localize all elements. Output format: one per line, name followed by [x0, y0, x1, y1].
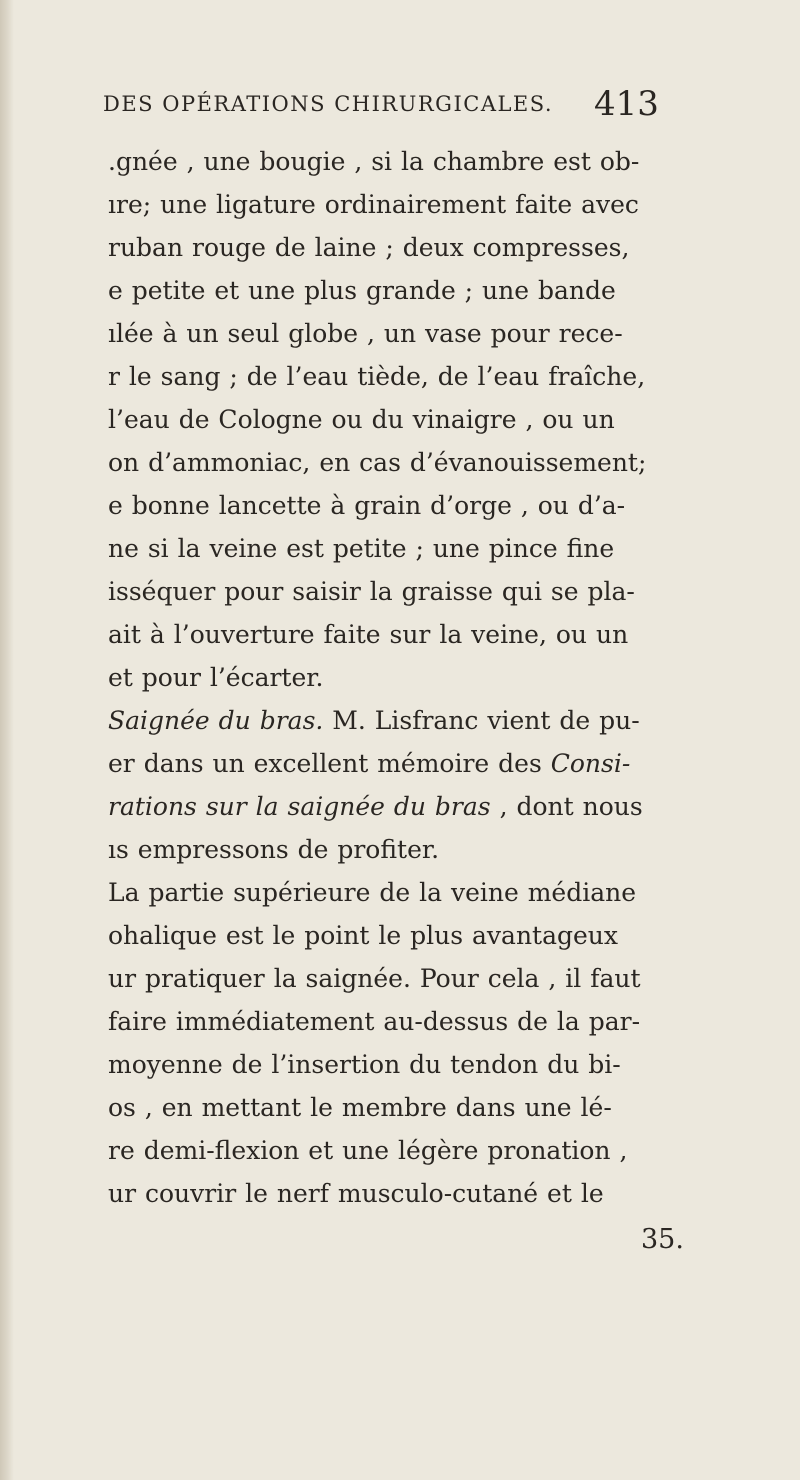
page-number: 413 — [594, 84, 659, 124]
text-line: re demi-flexion et une légère pronation , — [108, 1136, 628, 1165]
page-gutter-shadow — [0, 0, 14, 1480]
text-italic: Consi- — [550, 749, 631, 778]
text-line-mixed — [108, 785, 748, 828]
text-line: ait à l’ouverture faite sur la veine, ou un — [108, 620, 629, 649]
text-line: ne si la veine est petite ; une pince fine — [108, 534, 615, 563]
text-line: on d’ammoniac, en cas d’évanouissement; — [108, 448, 647, 477]
text-line: La partie supérieure de la veine médiane — [108, 878, 637, 907]
text-roman: er dans un excellent mémoire des — [108, 749, 551, 778]
running-title: DES OPÉRATIONS CHIRURGICALES. — [103, 92, 554, 116]
text-line: e bonne lancette à grain d’orge , ou d’a- — [108, 491, 626, 520]
text-line: ruban rouge de laine ; deux compresses, — [108, 233, 630, 262]
text-line-mixed — [108, 742, 748, 785]
running-head — [0, 84, 800, 132]
text-line: l’eau de Cologne ou du vinaigre , ou un — [108, 405, 615, 434]
section-heading-line — [108, 699, 748, 742]
text-line: os , en mettant le membre dans une lé- — [108, 1093, 612, 1122]
text-line: ohalique est le point le plus avantageux — [108, 921, 618, 950]
text-line: moyenne de l’insertion du tendon du bi- — [108, 1050, 621, 1079]
catchword: 35. — [641, 1224, 684, 1255]
text-line: isséquer pour saisir la graisse qui se pla- — [108, 577, 635, 606]
text-italic: rations sur la saignée du bras — [108, 792, 491, 821]
section-heading-italic: Saignée du bras. — [108, 706, 324, 735]
text-line: .gnée , une bougie , si la chambre est ob- — [108, 147, 640, 176]
body-text — [108, 140, 748, 1215]
text-line: e petite et une plus grande ; une bande — [108, 276, 616, 305]
text-line: et pour l’écarter. — [108, 663, 324, 692]
text-roman: , dont nous — [490, 792, 643, 821]
text-line: faire immédiatement au-dessus de la par- — [108, 1007, 641, 1036]
text-line: ur couvrir le nerf musculo-cutané et le — [108, 1179, 604, 1208]
text-line: r le sang ; de l’eau tiède, de l’eau fraîche, — [108, 362, 646, 391]
text-line: ur pratiquer la saignée. Pour cela , il faut — [108, 964, 641, 993]
text-line: ılée à un seul globe , un vase pour rece- — [108, 319, 623, 348]
section-heading-rest: M. Lisfranc vient de pu- — [323, 706, 640, 735]
text-line: ıre; une ligature ordinairement faite avec — [108, 190, 639, 219]
text-line: ıs empressons de profiter. — [108, 835, 440, 864]
